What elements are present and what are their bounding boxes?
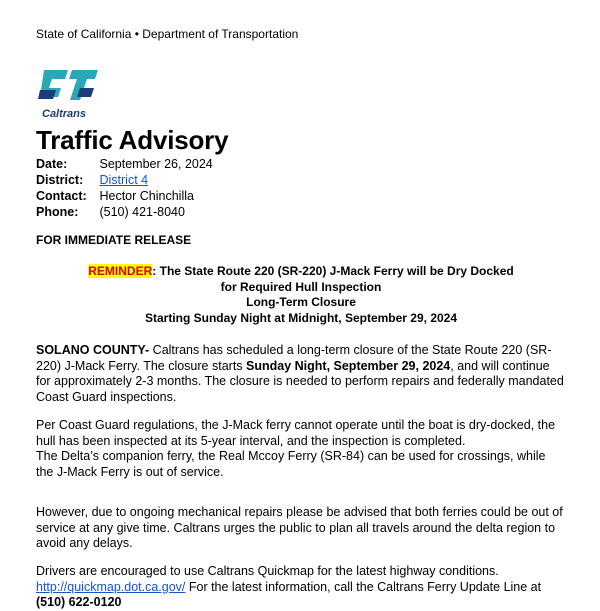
paragraph-quickmap: Drivers are encouraged to use Caltrans Quickmap for the latest highway conditions. http://quickmap.dot.ca.gov/ For the latest information, call the Caltrans Ferry Update Line at (510) 622-0120: [36, 564, 542, 609]
logo-wordmark: Caltrans: [42, 108, 87, 120]
contact-label: Contact:: [36, 189, 87, 203]
contact-value: Hector Chinchilla: [99, 189, 194, 203]
headline-line-3: Long-Term Closure: [246, 295, 356, 309]
date-row: [36, 156, 213, 172]
release-label: FOR IMMEDIATE RELEASE: [36, 233, 192, 247]
advisory-meta: [36, 156, 213, 220]
ferry-update-phone: (510) 622-0120: [36, 595, 122, 609]
district-row: [36, 172, 213, 188]
phone-row: [36, 204, 213, 220]
page-title: Traffic Advisory: [36, 125, 229, 155]
district-label: District:: [36, 173, 84, 187]
date-label: Date:: [36, 157, 68, 171]
advisory-headline: [36, 264, 566, 326]
district-link[interactable]: District 4: [99, 173, 149, 187]
headline-line-4: Starting Sunday Night at Midnight, September 29, 2024: [144, 310, 458, 325]
agency-header: State of California • Department of Transportation: [36, 27, 299, 41]
paragraph-coast-guard: Per Coast Guard regulations, the J-Mack ferry cannot operate until the boat is dry-docked, the hull has been inspected at its 5-year interval, and the inspection is completed. The Delta’s companion ferry, the Real Mccoy Ferry (SR-84) can be used for crossings, while the J-Mack Ferry is out of service.: [36, 418, 556, 479]
caltrans-logo-icon: [36, 66, 98, 122]
closure-date: Sunday Night, September 29, 2024: [246, 358, 451, 373]
headline-line-1: : The State Route 220 (SR-220) J-Mack Ferry will be Dry Docked: [152, 264, 514, 278]
paragraph-service-warning: However, due to ongoing mechanical repairs please be advised that both ferries could be out of service at any give time. Caltrans urges the public to plan all travels around the delta region to avoid any delays.: [36, 505, 563, 550]
quickmap-link[interactable]: http://quickmap.dot.ca.gov/: [36, 579, 186, 594]
reminder-badge: REMINDER: [88, 264, 153, 278]
paragraph-closure: SOLANO COUNTY- Caltrans has scheduled a long-term closure of the State Route 220 (SR-220) J-Mack Ferry. The closure starts Sunday Night, September 29, 2024, and will continue for approximately 2-3 months. The closure is needed to perform repairs and federally mandated Coast Guard inspections.: [36, 343, 564, 404]
headline-line-2: for Required Hull Inspection: [220, 279, 382, 294]
phone-value: (510) 421-8040: [99, 205, 185, 219]
dateline: SOLANO COUNTY-: [36, 343, 150, 357]
phone-label: Phone:: [36, 205, 79, 219]
date-value: September 26, 2024: [99, 157, 213, 171]
contact-row: [36, 188, 213, 204]
